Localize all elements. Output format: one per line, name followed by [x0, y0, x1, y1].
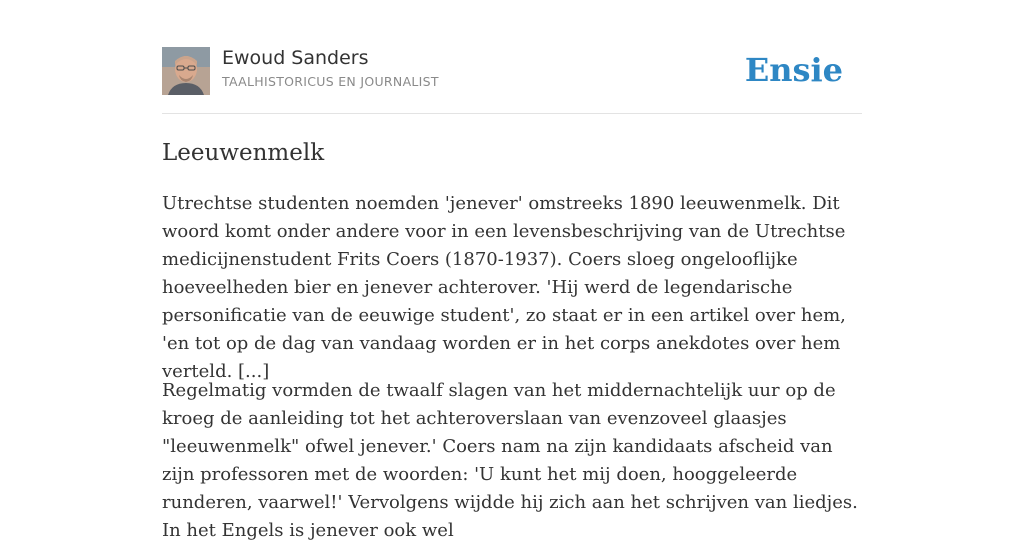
article-paragraph: Utrechtse studenten noemden 'jenever' omstreeks 1890 leeuwenmelk. Dit woord komt onder andere voor in een levensbeschrijving van de Utrechtse medicijnenstudent Frits Coers (1870-1937). Coers sloeg ongelooflijke hoeveelheden bier en jenever achterover. 'Hij werd de legendarische personificatie van de eeuwige student', zo staat er in een artikel over hem, 'en tot op de dag van vandaag worden er in het corps anekdotes over hem verteld. [...] [162, 193, 846, 382]
avatar[interactable] [162, 47, 210, 95]
article-container [162, 0, 862, 541]
brand-logo[interactable]: Ensie [744, 51, 843, 89]
article-paragraph: Regelmatig vormden de twaalf slagen van het middernachtelijk uur op de kroeg de aanleiding tot het achteroverslaan van evenzoveel glaasjes "leeuwenmelk" ofwel jenever.' Coers nam na zijn kandidaats afscheid van zijn professoren met de woorden: 'U kunt het mij doen, hooggeleerde runderen, vaarwel!' Vervolgens wijdde hij zich aan het schrijven van liedjes. In het Engels is jenever ook wel [162, 380, 858, 541]
author-name[interactable]: Ewoud Sanders [222, 47, 369, 69]
article-title: Leeuwenmelk [162, 140, 325, 166]
author-role: TAALHISTORICUS EN JOURNALIST [222, 74, 439, 89]
avatar-photo-icon [162, 47, 210, 95]
author-header [162, 0, 862, 114]
